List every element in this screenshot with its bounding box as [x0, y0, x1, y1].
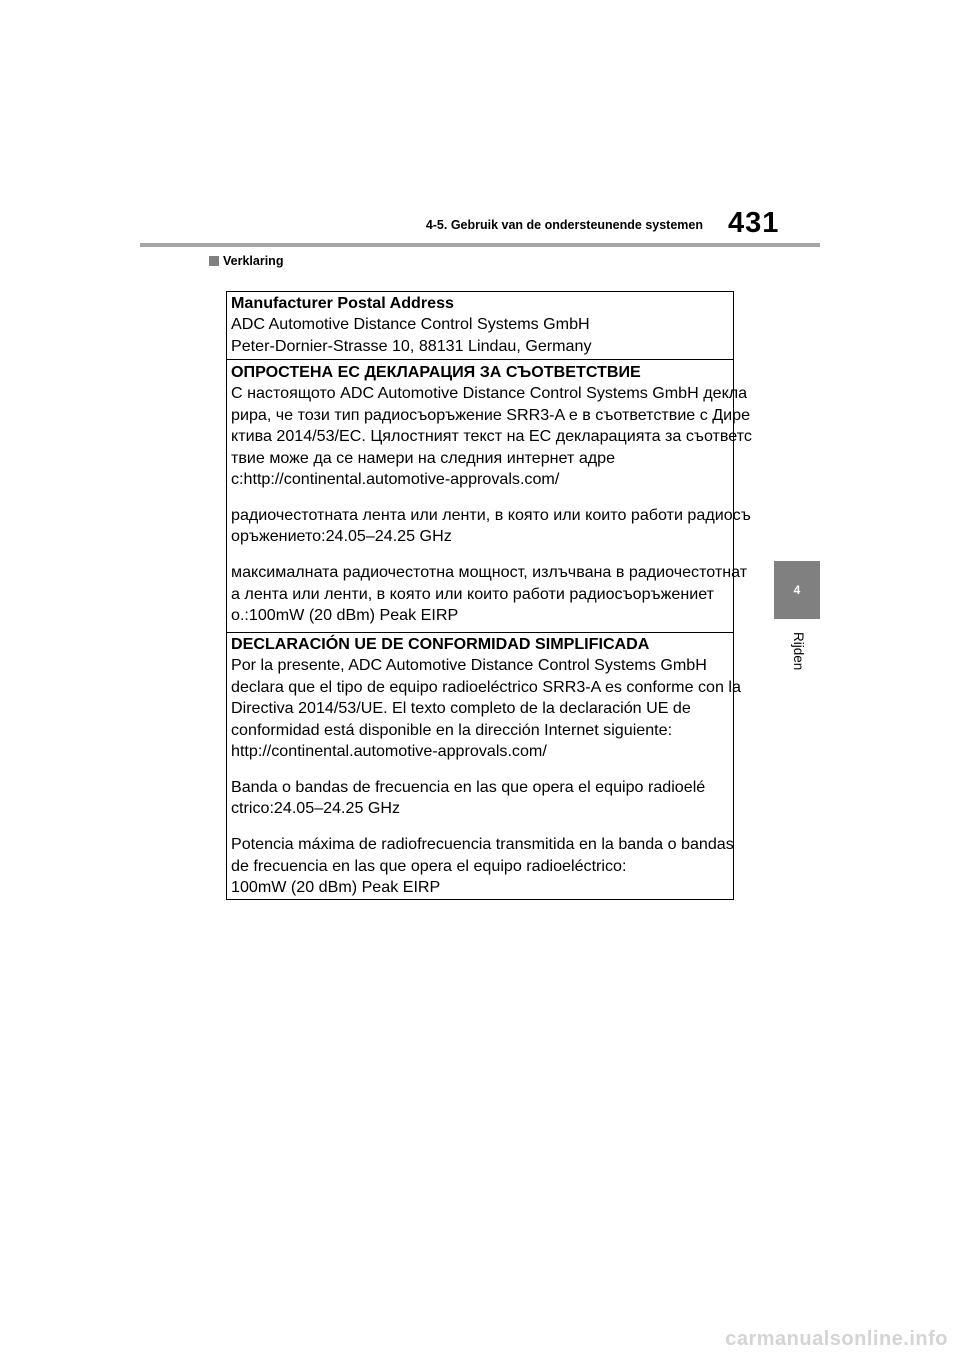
watermark: carmanualsonline.info — [725, 1328, 948, 1350]
bulgarian-title: ОПРОСТЕНА ЕС ДЕКЛАРАЦИЯ ЗА СЪОТВЕТСТВИЕ — [231, 363, 641, 381]
paragraph-gap — [231, 820, 729, 835]
paragraph-gap — [231, 548, 729, 563]
spanish-line: Potencia máxima de radiofrecuencia transmitida en la banda o bandas — [231, 835, 734, 854]
paragraph-gap — [231, 762, 729, 777]
bulgarian-line: о.:100mW (20 dBm) Peak EIRP — [231, 606, 459, 625]
spanish-line: Banda o bandas de frecuencia en las que opera el equipo radioelé — [231, 777, 706, 796]
chapter-tab[interactable] — [774, 561, 820, 619]
header-divider — [140, 243, 820, 247]
section-heading-text: Verklaring — [223, 254, 284, 268]
section-divider — [227, 632, 733, 633]
declaration-box — [226, 291, 752, 900]
spanish-line: Por la presente, ADC Automotive Distance Control Systems GmbH — [231, 656, 707, 675]
spanish-line: 100mW (20 dBm) Peak EIRP — [231, 878, 441, 897]
chapter-tab-number: 4 — [793, 583, 801, 597]
bulgarian-declaration — [227, 362, 752, 626]
chapter-title: 4-5. Gebruik van de ondersteunende systemen — [425, 218, 703, 232]
paragraph-gap — [231, 490, 729, 505]
bulgarian-line: С настоящото ADC Automotive Distance Control Systems GmbH декла — [231, 384, 748, 403]
bulgarian-line: с:http://continental.automotive-approvals.com/ — [231, 470, 560, 489]
section-heading — [209, 254, 283, 268]
bulgarian-line: максималната радиочестотна мощност, излъчвана в радиочестотнат — [231, 563, 748, 582]
manufacturer-block — [227, 293, 733, 357]
spanish-line: conformidad está disponible en la dirección Internet siguiente: — [231, 720, 673, 739]
bulgarian-line: оръжението:24.05–24.25 GHz — [231, 527, 452, 546]
manufacturer-line: ADC Automotive Distance Control Systems GmbH — [231, 315, 590, 334]
spanish-declaration — [227, 634, 741, 898]
bulgarian-line: ктива 2014/53/ЕС. Цялостният текст на ЕС декларацията за съответс — [231, 427, 752, 446]
spanish-line: declara que el tipo de equipo radioeléctrico SRR3-A es conforme con la — [231, 677, 741, 696]
manufacturer-title: Manufacturer Postal Address — [231, 294, 454, 312]
section-divider — [227, 359, 733, 360]
spanish-title: DECLARACIÓN UE DE CONFORMIDAD SIMPLIFICADA — [231, 635, 650, 653]
bulgarian-line: радиочестотната лента или ленти, в която или които работи радиосъ — [231, 505, 751, 524]
square-bullet-icon — [209, 256, 219, 266]
chapter-tab-label: Rijden — [791, 632, 806, 671]
spanish-line: ctrico:24.05–24.25 GHz — [231, 799, 401, 818]
spanish-line: http://continental.automotive-approvals.com/ — [231, 742, 547, 761]
manufacturer-line: Peter-Dornier-Strasse 10, 88131 Lindau, Germany — [231, 336, 592, 355]
spanish-line: de frecuencia en las que opera el equipo radioeléctrico: — [231, 856, 627, 875]
bulgarian-line: твие може да се намери на следния интернет адре — [231, 448, 616, 467]
spanish-line: Directiva 2014/53/UE. El texto completo de la declaración UE de — [231, 699, 691, 718]
bulgarian-line: рира, че този тип радиосъоръжение SRR3-A е в съответствие с Дире — [231, 405, 751, 424]
page-number: 431 — [728, 207, 780, 239]
bulgarian-line: а лента или ленти, в която или които работи радиосъоръжениет — [231, 584, 715, 603]
